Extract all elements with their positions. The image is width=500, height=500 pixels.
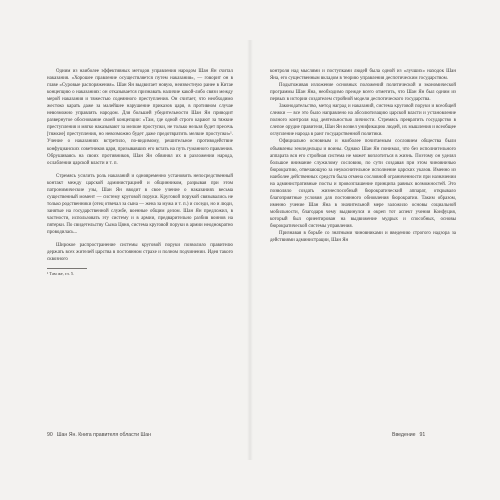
left-page-number: 90 — [47, 432, 53, 438]
right-paragraph-5: Признавая в борьбе со знатными чиновниками и введению строгого надзора за действиями администрации, Шан Ян — [270, 231, 456, 244]
left-paragraph-1: Одним из наиболее эффективных методов управления народом Шан Ян считал наказания. «Хорошее правление осуществляется путем наказания», — говорит он в главе «Суровые распоряжения». Шан Ян выдвигает новую, неизвестную ранее в Китае концепцию о наказаниях: он отказывается признавать наличие какой-либо связи между мерой наказания и тяжестью содеянного преступления. Он считает, что необходимо жестоко карать даже за малейшее нарушение приказов царя, в противном случае невозможно управлять народом. Для большей убедительности Шан Ян приводит развернутое обоснование своей концепции: «Там, где одной строго карают за тяжкие преступления и мягко наказывают за мелкие проступки, не только нельзя будет пресечь [тяжкие] преступления, но невозможно будет даже предотвратить мелкие проступки»¹. Учение о наказаниях встретило, по-видимому, решительное противодействие конфуцианских советников царя, призывавших его встать на путь гуманного правления. Обрушиваясь на своих противников, Шан Ян обвинял их в разложении народа, ослаблении царской власти и т. п. — [47, 69, 233, 166]
right-running-head: Введение — [392, 432, 416, 438]
left-running-head: Шан Ян. Книга правителя области Шан — [56, 432, 151, 438]
right-page-number: 91 — [419, 432, 426, 438]
right-paragraph-2: Подытоживая изложение основных положений политической и экономической программы Шан Яна, необходимо прежде всего отметить, что Шан Ян был одним из первых в истории создателем стройной модели деспотического государства. — [270, 83, 456, 103]
left-page — [47, 68, 233, 277]
right-paragraph-3: Законодательство, метод наград и наказаний, система круговой поруки и всеобщей слежки — все это было направлено на абсолютизацию царской власти и установление полного контроля над деятельностью личности. Стремясь превратить государство в слепое орудие правителя, Шан Ян возвел унификацию людей, их мышления и всеобщее оглупление народа в ранг государственной политики. — [270, 104, 456, 138]
left-folio — [47, 432, 151, 438]
right-paragraph-1: контроля над мыслями и поступками людей была одной из «лучших» находок Шан Яна, его существенным вкладом в теорию управления деспотическим государством. — [270, 69, 456, 82]
left-paragraph-3: Широкое распространение системы круговой поруки позволило правителю держать всех жителей царства в постоянном страхе и полном подчинении. Идея такого сквозного — [47, 243, 233, 263]
right-page — [270, 68, 456, 244]
footnote: ¹ Там же, гл. 5. — [47, 271, 75, 277]
footnote-rule — [47, 268, 87, 269]
book-gutter — [247, 40, 253, 460]
left-paragraph-2: Стремясь усилить роль наказаний и одновременно установить непосредственный контакт между царской администрацией и общинником, разрывая при этом патронимические узы, Шан Ян вводит в свое учение о наказаниях весьма существенный момент — систему круговой поруки. Круговой порукой связывались не только родственники (отец отвечал за сына — жена за мужа и т. п.) и соседи, но и люди, занятые на государственной службе, военные общим делом. Шан Ян предложил, в частности, использовать эту систему и в армии, предварительно разбив воинов на пятерки. По свидетельству Сыма Цяня, система круговой поруки в армии неоднократно проводилась... — [47, 173, 233, 236]
right-paragraph-4: Официально основным и наиболее почитаемым сословием общества были объявлены земледельцы и воины. Однако Шан Ян понимал, что без исполнительного аппарата вся его стройная система не может воплотиться в жизнь. Поэтому он уделял большое внимание служилому сословию, по сути создавая при этом чиновничью бюрократию, отвечающую за неукоснительное исполнение царских указов. Именно из наиболее действенных средств была отмена сословной ограниченности при назначении на административные посты и провозглашение принципа равных возможностей. Это позволяло создать жизнеспособный бюрократический аппарат, открывало благоприятные условия для постоянного обновления бюрократии. Таким образом, именно учение Шан Яна в значительной мере заложило основы социальной мобильности, благодаря чему выдвинулся и окреп тот аспект учения Конфуция, который был ориентирован на выдвижение мудрых и способных, основы бюрократической системы управления. — [270, 139, 456, 230]
right-folio — [392, 432, 425, 438]
